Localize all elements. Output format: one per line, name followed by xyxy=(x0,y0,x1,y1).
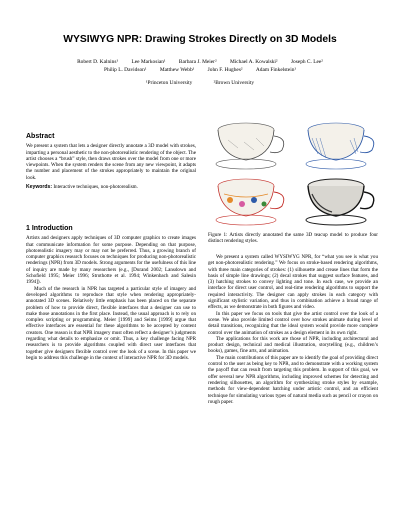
keywords xyxy=(26,184,196,190)
author: Lee Markosian¹ xyxy=(131,59,166,65)
author: Robert D. Kalnins¹ xyxy=(77,59,119,65)
author: Joseph C. Lee² xyxy=(290,59,323,65)
keywords-text: Interactive techniques, non-photorealism. xyxy=(53,184,138,191)
author: Michael A. Kowalski² xyxy=(229,59,278,65)
intro-paragraph-2: Much of the research in NPR has targeted a particular style of imagery and developed algorithms to reproduce that style when rendering appropriately-annotated 3D scenes. Relatively little emphasis has been placed on the separate problem of how to provide direct, flexible interfaces that a designer can use to make those annotations in the first place. Instead, the usual approach is to rely on complex scripting or programming. Meier [1999] and Seims [1999] argue that effective interfaces are essential for these algorithms to be accepted by content creators. One reason is that NPR imagery must often reflect a designer’s judgments regarding what details to emphasize or omit. Thus, a key challenge facing NPR researchers is to provide algorithms coupled with direct user interfaces that together give designers flexible control over the look of a scene. In this paper we begin to address this challenge in the context of interactive NPR for 3D models. xyxy=(26,285,196,361)
body-paragraph: The main contributions of this paper are to identify the goal of providing direct control to the user as being key to NPR, and to demonstrate with a working system the payoff that can result from targeting this problem. In support of this goal, we offer several new NPR algorithms, including improved schemes for detecting and rendering silhouettes, an algorithm for synthesizing stroke styles by example, methods for view-dependent hatching under artistic control, and an efficient technique for simulating various types of natural media such as pencil or crayon on rough paper. xyxy=(208,354,378,405)
teacup-hatched-style xyxy=(306,123,374,169)
body-paragraph: In this paper we focus on tools that give the artist control over the look of a scene. We also provide limited control over how strokes animate during level of detail transitions, recognizing that the ideal system would provide more complete control over the animation of strokes as a design element in its own right. xyxy=(208,310,378,336)
body-paragraph: The applications for this work are those of NPR, including architectural and product design, technical and medical illustration, storytelling (e.g., children’s books), games, fine arts, and animation. xyxy=(208,335,378,355)
section-heading: 1 Introduction xyxy=(26,225,73,232)
author: Adam Finkelstein¹ xyxy=(255,67,297,73)
author: John F. Hughes² xyxy=(207,67,243,73)
affiliation: ¹Princeton University xyxy=(145,80,193,86)
introduction-section xyxy=(26,226,196,361)
author: Philip L. Davidson¹ xyxy=(103,67,147,73)
abstract-section xyxy=(26,134,196,190)
abstract-text: We present a system that lets a designer directly annotate a 3D model with strokes, imparting a personal aesthetic to the non-photorealistic rendering of the object. The artist chooses a “brush” style, then draws strokes over the model from one or more viewpoints. When the system renders the scene from any new viewpoint, it adapts the number and placement of the strokes appropriately to maintain the original look. xyxy=(26,143,196,181)
figure-caption: Figure 1: Artists directly annotated the same 3D teacup model to produce four distinct rendering styles. xyxy=(208,232,378,245)
author-line-2 xyxy=(0,66,400,74)
abstract-heading: Abstract xyxy=(26,133,55,140)
author: Barbara J. Meier² xyxy=(178,59,217,65)
affiliation: ²Brown University xyxy=(213,80,255,86)
author: Matthew Webb¹ xyxy=(159,67,195,73)
affiliations xyxy=(0,80,400,86)
figure-teacups xyxy=(208,108,380,228)
intro-paragraph-1: Artists and designers apply techniques of 3D computer graphics to create images that communicate information for some purpose. Depending on that purpose, photorealistic imagery may or may not be preferred. Thus, a growing branch of computer graphics research focuses on techniques for producing non-photorealistic renderings (NPR) from 3D models. Strong arguments for the usefulness of this line of inquiry are made by many researchers (e.g., [Durand 2002; Lansdown and Schofield 1995; Meier 1996; Strothotte et al. 1994; Winkenbach and Salesin 1994]). xyxy=(26,235,196,286)
right-column-text xyxy=(208,254,378,405)
teacup-pencil-style xyxy=(216,123,284,169)
teacup-decal-style xyxy=(216,179,284,225)
paper-title: WYSIWYG NPR: Drawing Strokes Directly on 3D Models xyxy=(63,34,337,45)
body-paragraph: We present a system called WYSIWYG NPR, for “what you see is what you get non-photorealistic rendering.” We focus on stroke-based rendering algorithms, with three main categories of strokes: (1) silhouette and crease lines that form the basis of simple line drawings; (2) decal strokes that suggest surface features, and (3) hatching strokes to convey lighting and tone. In each case, we provide an interface for direct user control, and real-time rendering algorithms to support the required interactivity. The designer can apply strokes in each category with significant stylistic variation, and thus in combination achieve a broad range of effects, as we demonstrate in both figures and video. xyxy=(208,254,378,311)
teacup-charcoal-style xyxy=(306,179,374,225)
keywords-label: Keywords: xyxy=(26,184,53,191)
